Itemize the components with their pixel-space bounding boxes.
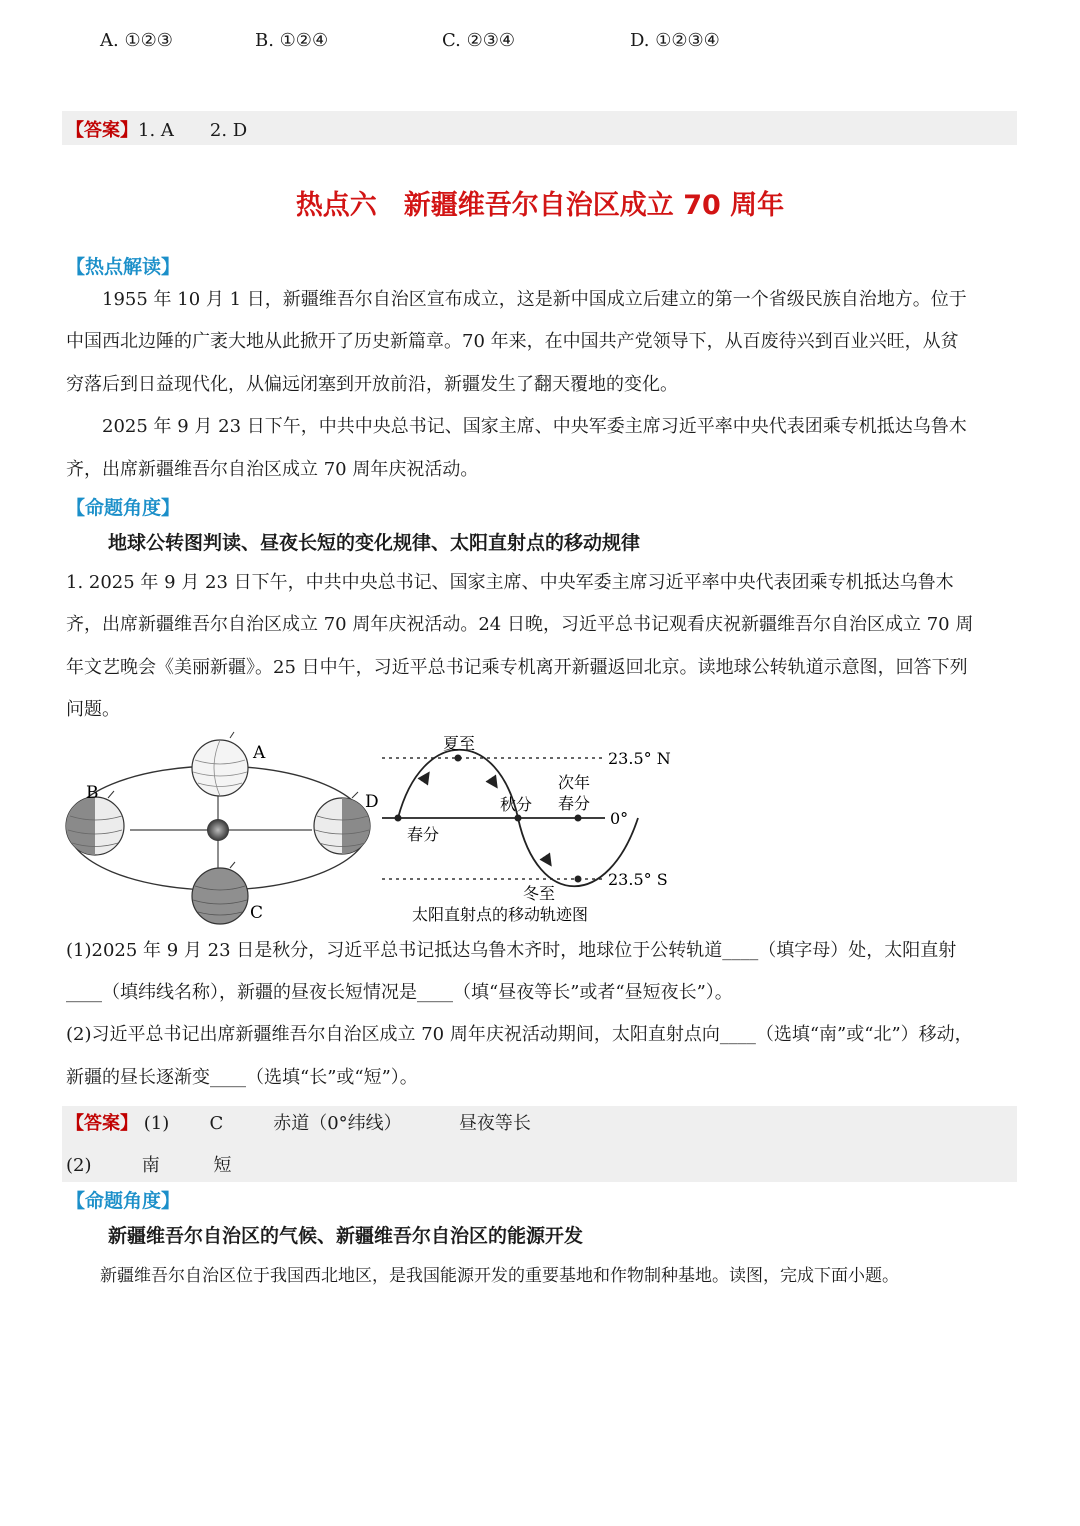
- track-summer: 夏至: [443, 734, 476, 753]
- section-angle-label: 【命题角度】: [66, 1190, 181, 1212]
- last-paragraph: 新疆维吾尔自治区位于我国西北地区，是我国能源开发的重要基地和作物制种基地。读图，完成下面小题。: [66, 1266, 899, 1286]
- answer-item: (1): [143, 1113, 170, 1134]
- track-spring: 春分: [407, 825, 440, 844]
- option-d: D. ①②③④: [630, 30, 720, 51]
- answer-item: 南: [141, 1155, 160, 1176]
- orbit-label-c: C: [250, 903, 264, 923]
- answer-item: 昼夜等长: [458, 1113, 531, 1134]
- question-line: 1. 2025 年 9 月 23 日下午，中共中央总书记、国家主席、中央军委主席习近平率中央代表团乘专机抵达乌鲁木: [66, 572, 954, 593]
- orbit-label-b: B: [86, 783, 99, 803]
- track-caption: 太阳直射点的移动轨迹图: [412, 905, 589, 924]
- answer-label: 【答案】: [66, 1113, 138, 1134]
- globe-d-icon: [314, 792, 370, 854]
- angle-topic: 地球公转图判读、昼夜长短的变化规律、太阳直射点的移动规律: [108, 532, 641, 554]
- question-line: 齐，出席新疆维吾尔自治区成立 70 周年庆祝活动。24 日晚，习近平总书记观看庆祝新疆维吾尔自治区成立 70 周: [66, 614, 974, 635]
- orbit-diagram: [60, 728, 690, 928]
- paragraph-line: 齐，出席新疆维吾尔自治区成立 70 周年庆祝活动。: [66, 459, 479, 480]
- paragraph-line: 中国西北边陲的广袤大地从此掀开了历史新篇章。70 年来，在中国共产党领导下，从百废待兴到百业兴旺，从贫: [66, 331, 959, 352]
- answer-box-1: [62, 111, 1017, 145]
- track-winter: 冬至: [523, 884, 556, 903]
- option-b: B. ①②④: [255, 30, 329, 51]
- question-line: 问题。: [66, 699, 120, 720]
- track-autumn: 秋分: [500, 795, 533, 814]
- lat-s-label: 23.5° S: [608, 870, 668, 889]
- page-title: 热点六 新疆维吾尔自治区成立 70 周年: [295, 190, 785, 221]
- answer-item: (2): [66, 1155, 92, 1176]
- answer-label: 【答案】: [66, 120, 138, 141]
- subq-line: (1)2025 年 9 月 23 日是秋分，习近平总书记抵达乌鲁木齐时，地球位于公转轨道____（填字母）处，太阳直射: [66, 940, 957, 961]
- answer-box-2: [62, 1106, 1017, 1182]
- section-hotspot-label: 【热点解读】: [66, 256, 181, 278]
- lat-0-label: 0°: [610, 809, 629, 828]
- track-next-1: 次年: [558, 773, 591, 792]
- orbit-label-a: A: [253, 743, 266, 763]
- answer-item: 短: [213, 1155, 232, 1176]
- globe-c-icon: [192, 862, 248, 924]
- option-c: C. ②③④: [442, 30, 515, 51]
- sun-icon: [207, 819, 229, 841]
- answer-text: 1. A 2. D: [138, 120, 248, 141]
- globe-a-icon: [192, 732, 248, 796]
- angle-topic: 新疆维吾尔自治区的气候、新疆维吾尔自治区的能源开发: [108, 1225, 584, 1247]
- lat-n-label: 23.5° N: [608, 749, 671, 768]
- orbit-label-d: D: [365, 792, 379, 812]
- subq-line: 新疆的昼长逐渐变____（选填“长”或“短”）。: [66, 1067, 418, 1088]
- answer-item: C: [209, 1113, 224, 1134]
- paragraph-line: 1955 年 10 月 1 日，新疆维吾尔自治区宣布成立，这是新中国成立后建立的第一个省级民族自治地方。位于: [66, 289, 967, 310]
- subq-line: (2)习近平总书记出席新疆维吾尔自治区成立 70 周年庆祝活动期间，太阳直射点向____（选填“南”或“北”）移动，: [66, 1024, 973, 1045]
- track-next-2: 春分: [558, 794, 591, 813]
- paragraph-line: 穷落后到日益现代化，从偏远闭塞到开放前沿，新疆发生了翻天覆地的变化。: [66, 374, 678, 395]
- answer-item: 赤道（0°纬线）: [273, 1113, 402, 1134]
- section-angle-label: 【命题角度】: [66, 497, 181, 519]
- subq-line: ____（填纬线名称），新疆的昼夜长短情况是____（填“昼夜等长”或者“昼短夜长”）。: [66, 982, 733, 1003]
- option-a: A. ①②③: [100, 30, 173, 51]
- paragraph-line: 2025 年 9 月 23 日下午，中共中央总书记、国家主席、中央军委主席习近平率中央代表团乘专机抵达乌鲁木: [66, 416, 967, 437]
- question-line: 年文艺晚会《美丽新疆》。25 日中午，习近平总书记乘专机离开新疆返回北京。读地球公转轨道示意图，回答下列: [66, 657, 968, 678]
